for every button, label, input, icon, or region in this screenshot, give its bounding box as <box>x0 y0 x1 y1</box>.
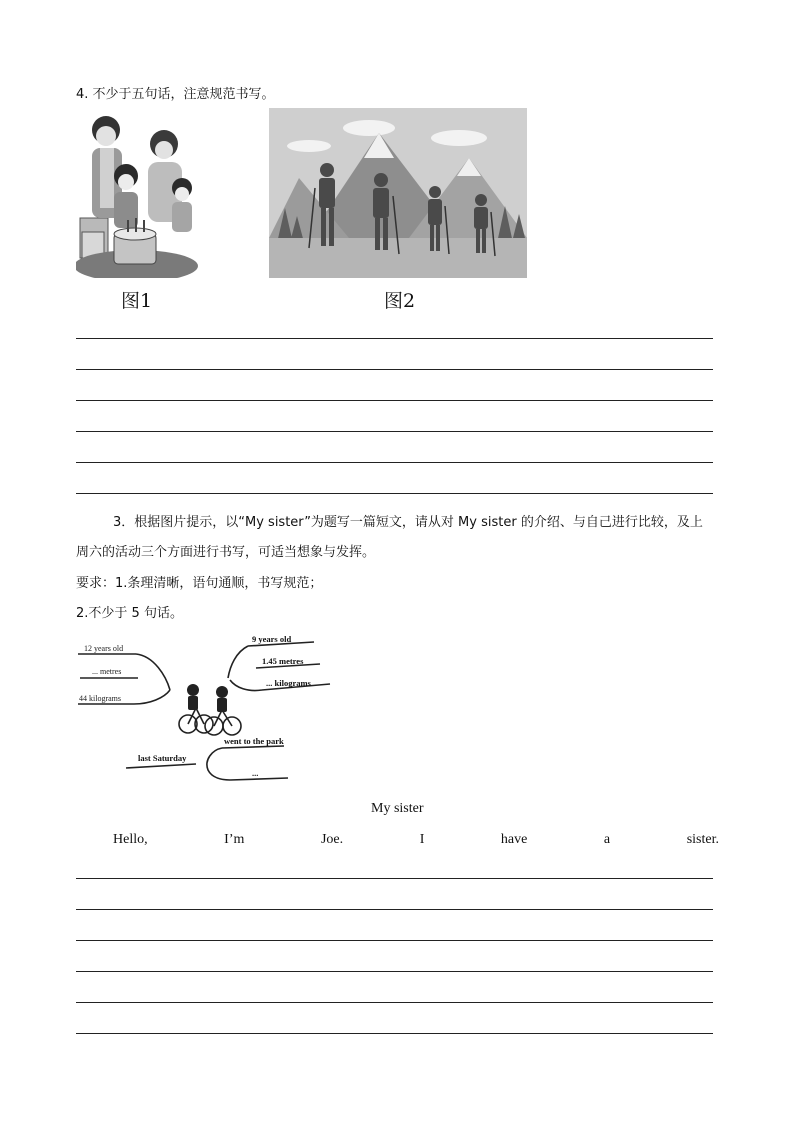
section3-prompt-line2: 周六的活动三个方面进行书写，可适当想象与发挥。 <box>76 545 376 560</box>
writing-line[interactable] <box>76 400 713 401</box>
essay-word: sister. <box>686 832 719 847</box>
left-height-label: ... metres <box>92 667 122 676</box>
left-age-label: 12 years old <box>84 644 124 653</box>
essay-opening-sentence <box>113 832 719 848</box>
essay-title: My sister <box>371 801 424 816</box>
writing-line[interactable] <box>76 462 713 463</box>
figure1-caption: 图1 <box>121 290 153 312</box>
essay-word: I <box>419 832 425 847</box>
essay-word: Hello, <box>113 832 148 847</box>
writing-line[interactable] <box>76 369 713 370</box>
writing-line[interactable] <box>76 493 713 494</box>
section3-prompt-line1: 3．根据图片提示，以“My sister”为题写一篇短文，请从对 My sister 的介绍、与自己进行比较，及上 <box>113 515 703 530</box>
activity-2-label: ... <box>252 768 259 778</box>
right-age-label: 9 years old <box>252 634 292 644</box>
writing-line[interactable] <box>76 338 713 339</box>
writing-line[interactable] <box>76 431 713 432</box>
section3-requirement2: 2.不少于 5 句话。 <box>76 606 183 621</box>
writing-line[interactable] <box>76 909 713 910</box>
left-weight-label: 44 kilograms <box>79 694 121 703</box>
writing-line[interactable] <box>76 878 713 879</box>
right-height-label: 1.45 metres <box>262 656 304 666</box>
essay-word: I’m <box>224 832 245 847</box>
mind-map-sisters-image <box>76 628 336 792</box>
figure1-family-birthday-image <box>76 108 198 278</box>
essay-word: have <box>500 832 528 847</box>
section3-requirement1: 要求：1.条理清晰，语句通顺，书写规范； <box>76 576 323 591</box>
figure2-caption: 图2 <box>384 290 416 312</box>
essay-word: a <box>603 832 611 847</box>
section4-instruction: 4. 不少于五句话，注意规范书写。 <box>76 87 275 102</box>
writing-line[interactable] <box>76 971 713 972</box>
writing-line[interactable] <box>76 1002 713 1003</box>
right-weight-label: ... kilograms <box>266 678 311 688</box>
writing-line[interactable] <box>76 940 713 941</box>
essay-word: Joe. <box>320 832 344 847</box>
activity-1-label: went to the park <box>224 736 284 746</box>
writing-line[interactable] <box>76 1033 713 1034</box>
activity-time-label: last Saturday <box>138 753 187 763</box>
figure2-hiking-image <box>269 108 527 278</box>
